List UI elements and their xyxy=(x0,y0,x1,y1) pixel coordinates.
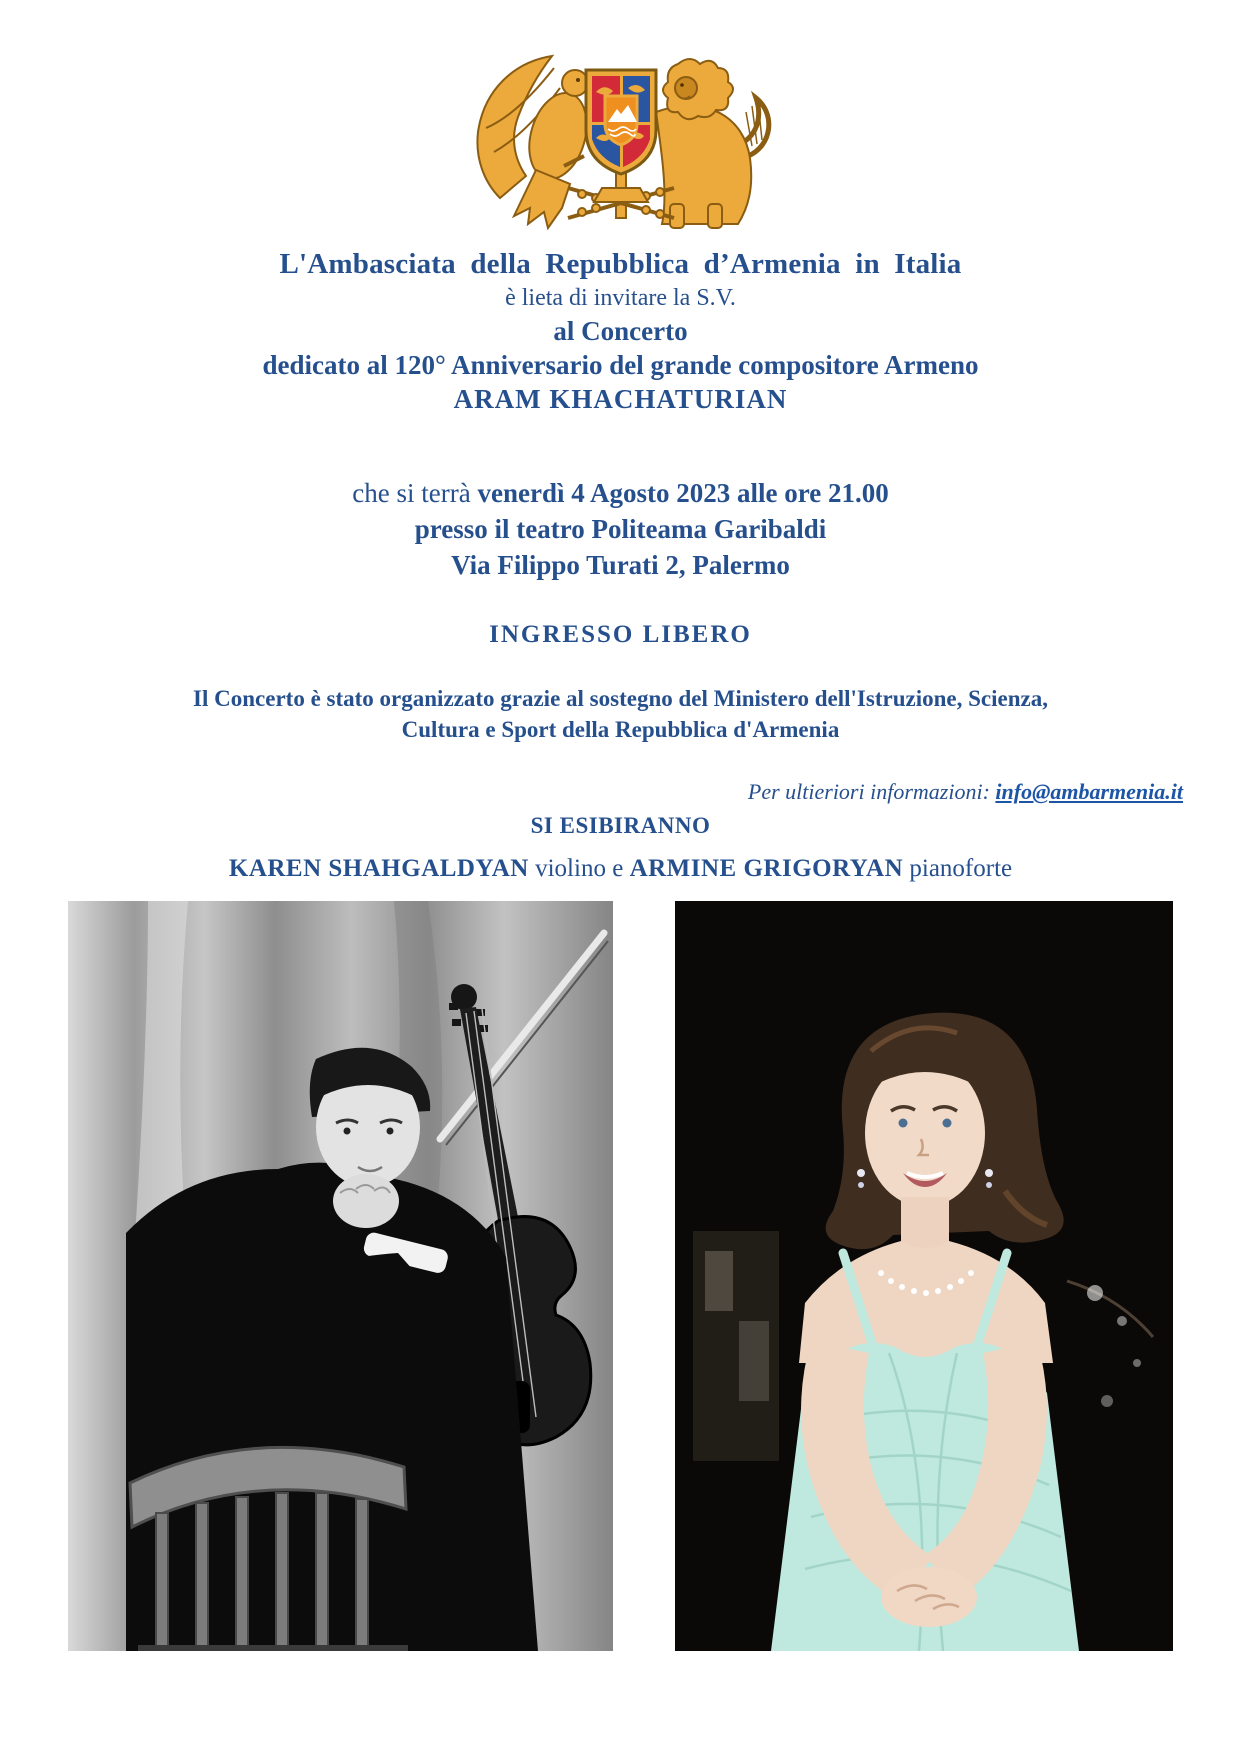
performer-1-name: KAREN SHAHGALDYAN xyxy=(228,855,529,882)
performers-conjunction: e xyxy=(612,855,630,882)
composer-name: ARAM KHACHATURIAN xyxy=(453,384,788,414)
venue-line: presso il teatro Politeama Garibaldi xyxy=(414,514,827,544)
sponsor-line-1: Il Concerto è stato organizzato grazie al sostegno del Ministero dell'Istruzione, Scienza, xyxy=(193,686,1048,711)
date-line xyxy=(0,475,1241,511)
sponsor-paragraph xyxy=(0,683,1241,745)
performer-2-role: pianoforte xyxy=(903,855,1013,882)
embassy-title: L'Ambasciata della Repubblica d’Armenia in Italia xyxy=(279,248,962,280)
pianist-portrait-image xyxy=(675,901,1173,1651)
emblem-area xyxy=(0,36,1241,232)
date-line-prefix: che si terrà xyxy=(352,478,478,508)
invite-subtitle: è lieta di invitare la S.V. xyxy=(505,285,736,311)
performers-heading: SI ESIBIRANNO xyxy=(530,813,711,838)
photo-karen-shahgaldyan xyxy=(68,901,613,1651)
date-line-datetime: venerdì 4 Agosto 2023 alle ore 21.00 xyxy=(477,478,889,508)
photo-armine-grigoryan xyxy=(675,901,1173,1651)
photos-row xyxy=(0,901,1241,1651)
info-line xyxy=(0,779,1241,805)
armenia-coat-of-arms-icon xyxy=(456,36,786,232)
performer-1-role: violino xyxy=(528,855,613,882)
sponsor-line-2: Cultura e Sport della Repubblica d'Armenia xyxy=(401,717,840,742)
concert-label: al Concerto xyxy=(553,316,688,346)
dedication-line: dedicato al 120° Anniversario del grande compositore Armeno xyxy=(262,350,979,380)
address-line: Via Filippo Turati 2, Palermo xyxy=(451,550,790,580)
violinist-portrait-image xyxy=(68,901,613,1651)
email-link[interactable]: info@ambarmenia.it xyxy=(995,779,1183,804)
info-label: Per ultieriori informazioni: xyxy=(747,779,996,804)
performers-line xyxy=(0,855,1241,883)
free-admission-label: INGRESSO LIBERO xyxy=(489,621,752,648)
performer-2-name: ARMINE GRIGORYAN xyxy=(629,855,904,882)
